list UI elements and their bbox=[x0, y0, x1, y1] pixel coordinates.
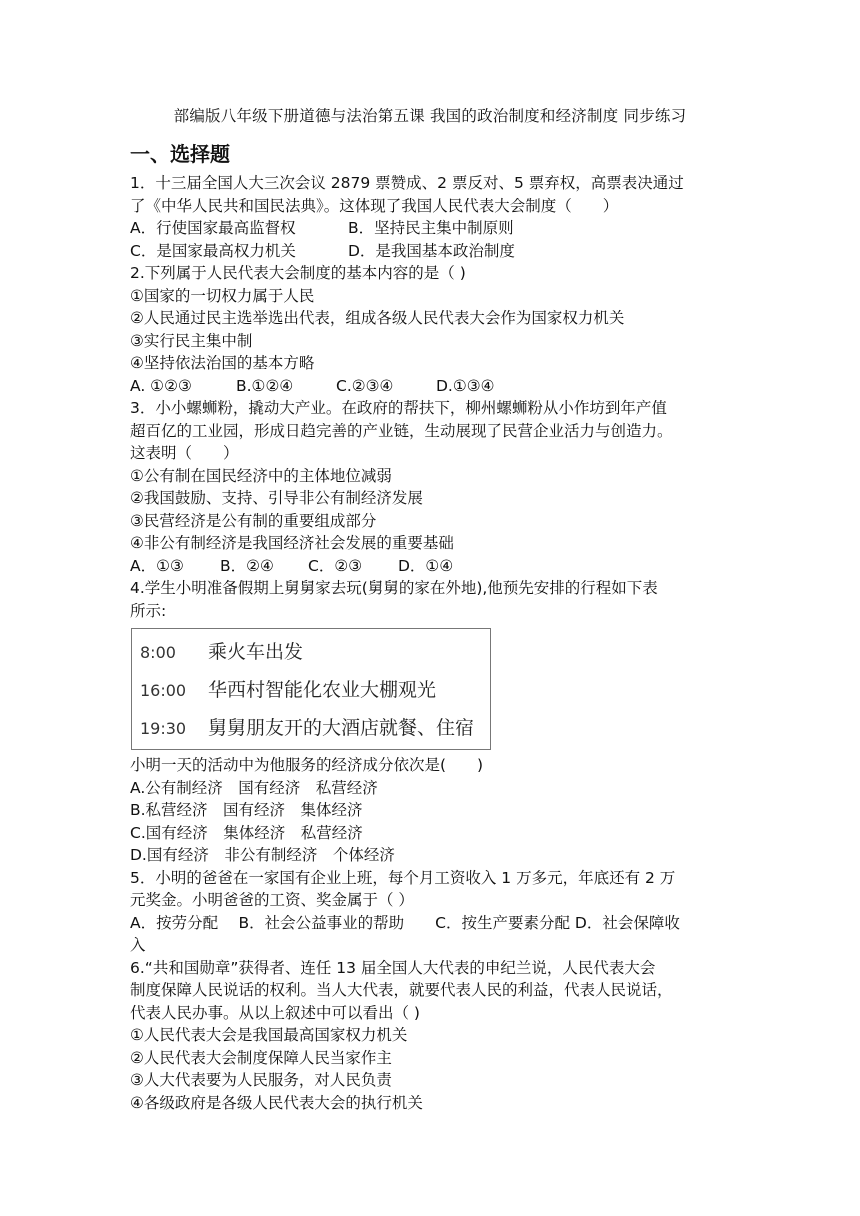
q1-option-c: C．是国家最高权力机关 bbox=[130, 241, 296, 260]
q2-option-d: D.①③④ bbox=[436, 376, 495, 395]
q1-option-a: A．行使国家最高监督权 bbox=[130, 219, 296, 237]
q6-stem-line2: 制度保障人民说话的权利。当人大代表，就要代表人民的利益，代表人民说话， bbox=[130, 981, 673, 999]
q1-options-ab bbox=[130, 217, 735, 240]
q4-question: 小明一天的活动中为他服务的经济成分依次是( ) bbox=[130, 756, 484, 774]
q4-stem-line2: 所示: bbox=[130, 601, 167, 620]
q3-options bbox=[130, 555, 735, 578]
question-list bbox=[130, 172, 735, 1114]
q3-option-d: D．①④ bbox=[398, 556, 454, 575]
q6-statement-3: ③人大代表要为人民服务，对人民负责 bbox=[130, 1071, 392, 1089]
schedule-row bbox=[140, 671, 490, 709]
q1-option-d: D．是我国基本政治制度 bbox=[348, 241, 515, 260]
section-heading: 一、选择题 bbox=[130, 142, 230, 166]
q2-option-c: C.②③④ bbox=[336, 376, 394, 395]
q2-statement-1: ①国家的一切权力属于人民 bbox=[130, 286, 315, 305]
q5-stem-line1: 5．小明的爸爸在一家国有企业上班，每个月工资收入 1 万多元，年底还有 2 万 bbox=[130, 868, 676, 887]
q3-statement-4: ④非公有制经济是我国经济社会发展的重要基础 bbox=[130, 534, 454, 552]
q4-option-b: B.私营经济 国有经济 集体经济 bbox=[130, 801, 363, 819]
q3-statement-3: ③民营经济是公有制的重要组成部分 bbox=[130, 511, 377, 530]
q2-statement-4: ④坚持依法治国的基本方略 bbox=[130, 354, 315, 372]
q4-option-c: C.国有经济 集体经济 私营经济 bbox=[130, 823, 363, 842]
schedule-event: 乘火车出发 bbox=[208, 641, 304, 663]
q2-option-a: A. ①②③ bbox=[130, 376, 192, 395]
q4-option-a: A.公有制经济 国有经济 私营经济 bbox=[130, 778, 378, 797]
q4-stem-line1: 4.学生小明准备假期上舅舅家去玩(舅舅的家在外地),他预先安排的行程如下表 bbox=[130, 579, 658, 597]
q6-stem-line1: 6.“共和国勋章”获得者、连任 13 届全国人大代表的申纪兰说，人民代表大会 bbox=[130, 958, 656, 977]
q3-option-a: A．①③ bbox=[130, 556, 184, 575]
q3-stem-line3: 这表明（ ） bbox=[130, 444, 239, 462]
q1-option-b: B．坚持民主集中制原则 bbox=[348, 219, 514, 237]
q2-statement-2: ②人民通过民主选举选出代表，组成各级人民代表大会作为国家权力机关 bbox=[130, 309, 625, 327]
schedule-time: 19:30 bbox=[140, 719, 187, 738]
q3-statement-2: ②我国鼓励、支持、引导非公有制经济发展 bbox=[130, 489, 423, 507]
schedule-row bbox=[140, 709, 490, 747]
q3-option-b: B．②④ bbox=[220, 556, 274, 575]
schedule-row bbox=[140, 633, 490, 671]
q2-statement-3: ③实行民主集中制 bbox=[130, 331, 253, 350]
q3-statement-1: ①公有制在国民经济中的主体地位减弱 bbox=[130, 466, 392, 485]
q4-option-d: D.国有经济 非公有制经济 个体经济 bbox=[130, 846, 395, 864]
document-title: 部编版八年级下册道德与法治第五课 我国的政治制度和经济制度 同步练习 bbox=[173, 107, 687, 125]
q1-options-cd bbox=[130, 240, 735, 263]
q6-statement-1: ①人民代表大会是我国最高国家权力机关 bbox=[130, 1026, 408, 1044]
q3-stem-line2: 超百亿的工业园，形成日趋完善的产业链，生动展现了民营企业活力与创造力。 bbox=[130, 421, 673, 440]
q6-stem-line3: 代表人民办事。从以上叙述中可以看出（ ) bbox=[130, 1003, 420, 1022]
schedule-table bbox=[131, 628, 491, 750]
q5-options-wrap: 入 bbox=[130, 936, 146, 954]
q3-option-c: C．②③ bbox=[308, 556, 363, 575]
schedule-event: 舅舅朋友开的大酒店就餐、住宿 bbox=[208, 717, 475, 739]
q2-options bbox=[130, 375, 735, 398]
q6-statement-2: ②人民代表大会制度保障人民当家作主 bbox=[130, 1048, 392, 1067]
q2-stem: 2.下列属于人民代表大会制度的基本内容的是（ ) bbox=[130, 264, 466, 282]
q1-stem-line2: 了《中华人民共和国民法典》。这体现了我国人民代表大会制度（ ） bbox=[130, 196, 619, 215]
q5-stem-line2: 元奖金。小明爸爸的工资、奖金属于（ ） bbox=[130, 891, 414, 909]
schedule-event: 华西村智能化农业大棚观光 bbox=[208, 679, 437, 701]
q2-option-b: B.①②④ bbox=[236, 376, 294, 395]
q5-options: A．按劳分配 B．社会公益事业的帮助 C．按生产要素分配 D．社会保障收 bbox=[130, 913, 680, 932]
q1-stem-line1: 1．十三届全国人大三次会议 2879 票赞成、2 票反对、5 票弃权，高票表决通过 bbox=[130, 174, 684, 192]
schedule-time: 16:00 bbox=[140, 681, 187, 700]
q6-statement-4: ④各级政府是各级人民代表大会的执行机关 bbox=[130, 1093, 423, 1112]
q3-stem-line1: 3．小小螺蛳粉，撬动大产业。在政府的帮扶下，柳州螺蛳粉从小作坊到年产值 bbox=[130, 399, 667, 417]
schedule-time: 8:00 bbox=[140, 643, 176, 662]
